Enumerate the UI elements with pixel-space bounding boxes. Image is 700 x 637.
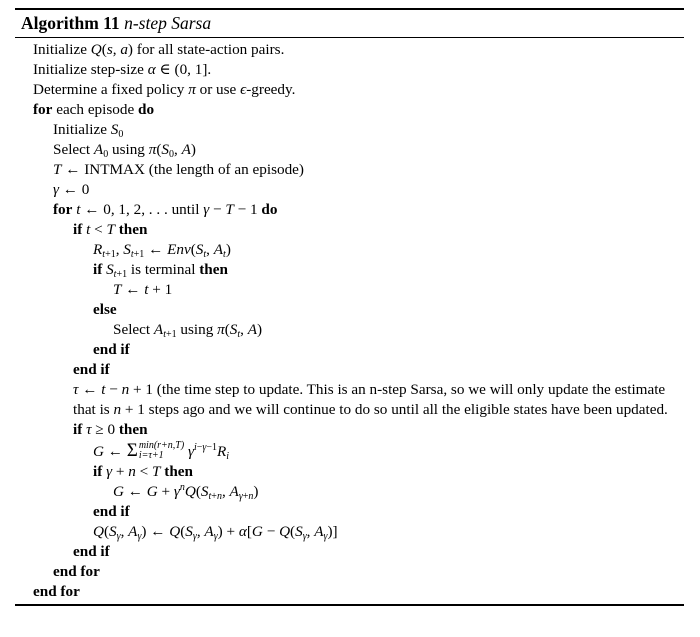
line-9: for t ← 0, 1, 2, . . . until γ − T − 1 do (53, 201, 278, 218)
line-4: for each episode do (33, 101, 155, 118)
line-14: else (93, 301, 117, 318)
bottom-rule (15, 604, 684, 606)
line-19: if τ ≥ 0 then (73, 421, 148, 438)
algorithm-label: Algorithm 11 (21, 13, 120, 33)
algorithm-title (15, 10, 684, 37)
line-3: Determine a fixed policy π or use ϵ-greedy. (33, 81, 296, 98)
line-13: T ← t + 1 (113, 281, 173, 298)
line-1: Initialize Q(s, a) for all state-action pairs. (33, 41, 285, 58)
line-20: G ← Σ min(r+n,T) i=τ+1 $\gamma^{i-\gamma-1}R_i$ (93, 439, 230, 462)
line-22: G ← $G + \gamma^nQ(S_{t+n}$, $A_{\gamma+n}$) (113, 482, 259, 502)
algorithm-body (15, 38, 684, 604)
line-24: $Q(S_\gamma$, $A_\gamma$) ← $Q(S_\gamma$, $A_\gamma) + \alpha[G - Q(S_\gamma$, $A_\gamma$)] (93, 523, 338, 542)
line-23: end if (93, 503, 130, 520)
line-25: end if (73, 543, 110, 560)
algorithm-name: n-step Sarsa (124, 13, 212, 33)
line-17: end if (73, 361, 110, 378)
line-8: γ ← 0 (53, 181, 90, 198)
line-12: if $S_{t+1}$ is terminal then (93, 261, 228, 280)
line-27: end for (33, 583, 80, 600)
line-5: Initialize $S_0$ (53, 121, 124, 140)
line-16: end if (93, 341, 130, 358)
line-26: end for (53, 563, 100, 580)
line-15: Select $A_{t+1}$ using $\pi(S_t$, A) (113, 321, 263, 340)
line-6: Select $A_0$ using $\pi(S_0$, A) (53, 141, 196, 160)
line-2: Initialize step-size α ∈ (0, 1]. (33, 61, 212, 78)
line-18: τ ← t − n + 1 (the time step to update. This is an n-step Sarsa, so we will only update the estimate that is n + 1 steps ago and we will continue to do so until all the eligible states have been updated. (73, 381, 668, 418)
line-10: if t < T then (73, 221, 148, 238)
line-11: $R_{t+1}$, $S_{t+1}$ ← $Env(S_t$, $A_t$) (93, 241, 231, 260)
line-21: if γ + n < T then (93, 463, 193, 480)
line-7: T ← INTMAX (the length of an episode) (53, 161, 304, 178)
algorithm-block (15, 8, 684, 606)
